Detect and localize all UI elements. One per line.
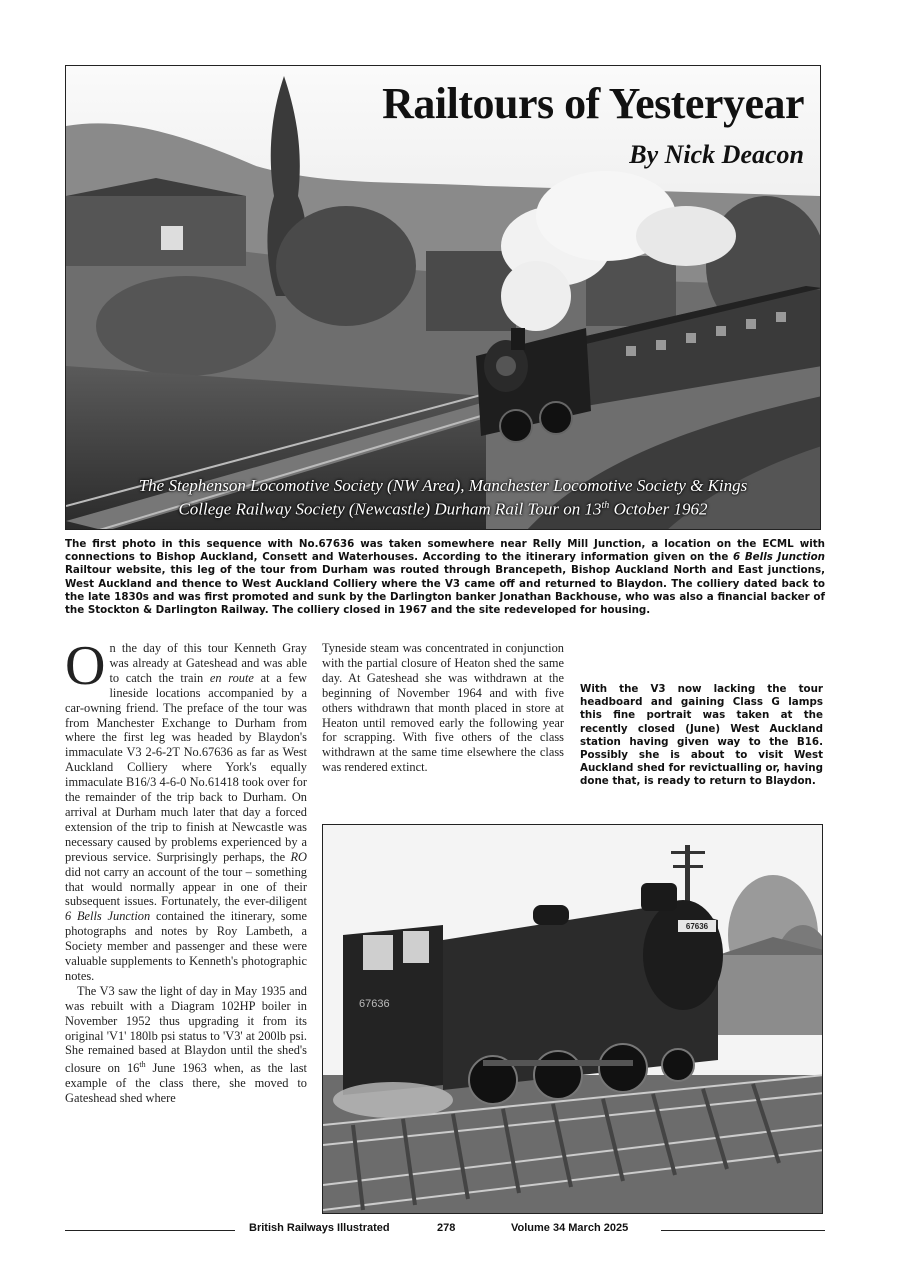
p2-text-a: The V3 saw the light of day in May 1935 and was rebuilt with a Diagram 102HP boiler in November 1952 thus upgrading it from its original 'V1' 180lb psi status to 'V3' at 200lb psi. She remained based at Blaydon until the shed's closure on 16 [65,983,307,1076]
photo-caption-1 [65,538,825,617]
body-paragraph-1 [65,635,307,984]
caption1-text-a: The first photo in this sequence with No.67636 was taken somewhere near Relly Mill Junction, a location on the ECML with connections to Bishop Auckland, Consett and Waterhouses. According to the itinerary information given on the [65,538,825,564]
footer-page-number: 278 [437,1222,456,1234]
header-photo-caption-line2: College Railway Society (Newcastle) Durham Rail Tour on 13 [178,499,602,519]
caption-superscript: th [601,500,610,511]
footer-publication: British Railways Illustrated [249,1222,390,1234]
cab-side-number: 67636 [359,998,390,1010]
body-column-1 [65,635,307,1106]
article-byline: By Nick Deacon [629,140,804,169]
p1-text-c: did not carry an account of the tour – something that would normally appear in one of their subsequent issues. Fortunately, the ever-diligent [65,864,307,909]
article-title: Railtours of Yesteryear [382,79,804,128]
p1-text-b: at a few lineside locations accompanied by a car-owning friend. The preface of the tour was from Manchester Exchange to Durham from where the first leg was headed by Blaydon's immaculate V3 2-6-2T No.67636 as far as West Auckland Colliery where York's equally immaculate B16/3 4-6-0 No.61418 took over for the remainder of the trip back to Durham. On arrival at Durham much later that day a forced extension of the trip to finish at Newcastle was necessary caused by problems experienced by a previous service. Surprisingly perhaps, the [65,670,307,864]
body-paragraph-3: Tyneside steam was concentrated in conjunction with the partial closure of Heaton shed the same day. At Gateshead she was withdrawn at the beginning of November 1964 and with five others withdrawn that month placed in store at Heaton until removed early the following year for scrapping. With five others of the class withdrawn at the same time elsewhere the class was rendered extinct. [322,641,564,775]
p2-superscript: th [139,1060,146,1070]
header-photo-caption-line1: The Stephenson Locomotive Society (NW Area), Manchester Locomotive Society & Kings [138,476,748,495]
p1-italic-3: 6 Bells Junction [65,909,151,924]
body-paragraph-2 [65,984,307,1106]
header-photo-caption-date: October 1962 [609,499,708,519]
photo-caption-2: With the V3 now lacking the tour headboard and gaining Class G lamps this fine portrait was taken at the recently closed (June) West Auckland station having given way to the B16. Possibly she is about to visit West Auckland shed for revictualling or, having done that, is ready to return to Blaydon. [580,683,823,788]
p1-text-a: n the day of this tour Kenneth Gray was already at Gateshead and was able to catch the train [109,641,307,685]
page-footer [65,1222,825,1238]
caption1-italic: 6 Bells Junction [732,551,825,564]
locomotive-photo [322,824,823,1214]
header-photo [65,65,821,530]
header-photo-caption [66,476,820,520]
header-photo-scene [66,66,821,530]
footer-issue: Volume 34 March 2025 [511,1222,629,1234]
caption1-text-b: Railtour website, this leg of the tour from Durham was routed through Brancepeth, Bishop Auckland North and East junctions, West Auckland and thence to West Auckland Colliery where the V3 came off and returned to Blaydon. The colliery dated back to the late 1830s and was first promoted and sunk by the Darlington banker Jonathan Backhouse, who was also a financial backer of the Stockton & Darlington Railway. The colliery closed in 1967 and the site redeveloped for housing. [65,564,825,617]
p1-italic-1: en route [209,670,254,685]
smokebox-number-plate: 67636 [685,922,709,931]
body-column-2 [322,641,564,775]
footer-rule-right [661,1230,825,1231]
p1-italic-2: RO [290,849,307,864]
p2-text-b: June 1963 when, as the last example of the class there, she moved to Gateshead shed where [65,1061,307,1106]
locomotive-photo-scene [323,825,823,1214]
p1-text-d: contained the itinerary, some photographs and notes by Roy Lambeth, a Society member and passenger and these were valuable supplements to Kenneth's photographic notes. [65,909,307,983]
drop-cap: O [65,635,106,697]
footer-rule-left [65,1230,235,1231]
